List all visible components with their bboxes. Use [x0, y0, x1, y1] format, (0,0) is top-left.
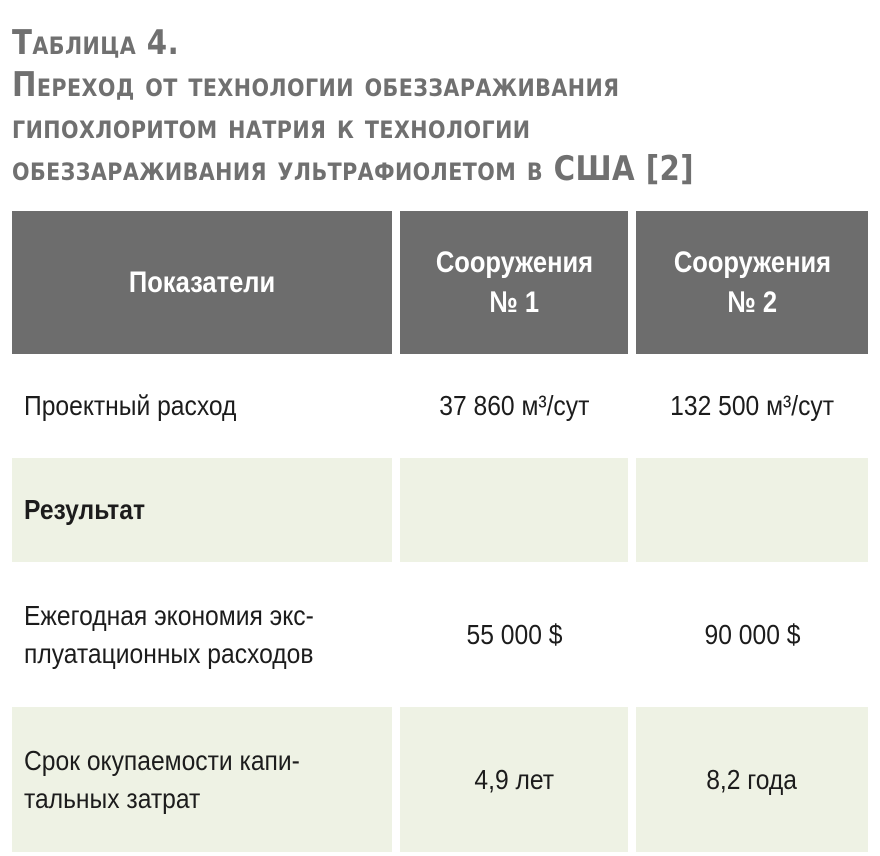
- facility-2-value-text: 90 000 $: [704, 618, 800, 650]
- caption-title-line-1: Переход от технологии обеззараживания: [12, 65, 620, 105]
- row-label: [12, 354, 392, 458]
- facility-1-value: [400, 562, 628, 707]
- row-label-text: Результат: [24, 494, 146, 525]
- facility-2-value: [636, 707, 868, 852]
- header-row: [12, 211, 868, 354]
- header-facility-2-line-2: № 2: [727, 285, 777, 319]
- facility-2-value-text: 132 500 м³/сут: [670, 390, 834, 421]
- facility-2-value: [636, 562, 868, 707]
- row-label: [12, 707, 392, 852]
- header-facility-1-line-1: Сооружения: [435, 245, 593, 279]
- row-label-line-1: Ежегодная экономия экс-: [24, 599, 314, 631]
- facility-2-value: [636, 458, 868, 562]
- row-label: [12, 562, 392, 707]
- comparison-table: [4, 211, 876, 852]
- row-label-text: Проектный расход: [24, 390, 237, 421]
- table-header: [12, 211, 868, 354]
- row-label-line-2: плуатационных расходов: [24, 637, 314, 669]
- header-facility-1-line-2: № 1: [489, 285, 539, 319]
- facility-1-value-text: 55 000 $: [466, 618, 562, 650]
- table-row: [12, 707, 868, 852]
- facility-2-value: [636, 354, 868, 458]
- table-row: [12, 354, 868, 458]
- table-body: [12, 354, 868, 852]
- facility-1-value-text: 37 860 м³/сут: [438, 390, 590, 421]
- table-row-section-header: [12, 458, 868, 562]
- facility-1-value: [400, 707, 628, 852]
- caption-title-line-3: обеззараживания ультрафиолетом в США [2]: [12, 149, 695, 189]
- facility-2-value-text: 8,2 года: [706, 763, 798, 795]
- facility-1-value-text: 4,9 лет: [474, 763, 554, 795]
- facility-1-value: [400, 354, 628, 458]
- header-indicators-label: Показатели: [128, 265, 276, 299]
- facility-1-value: [400, 458, 628, 562]
- table-row: [12, 562, 868, 707]
- row-label-line-1: Срок окупаемости капи-: [24, 744, 300, 776]
- row-label-line-2: тальных затрат: [24, 782, 201, 814]
- row-label: [12, 458, 392, 562]
- caption-table-number: Таблица 4.: [12, 23, 180, 63]
- header-indicators: [12, 211, 392, 354]
- caption-title-line-2: гипохлоритом натрия к технологии: [12, 107, 531, 147]
- header-facility-2-line-1: Сооружения: [673, 245, 831, 279]
- table-caption: [12, 22, 752, 190]
- header-facility-1: [400, 211, 628, 354]
- header-facility-2: [636, 211, 868, 354]
